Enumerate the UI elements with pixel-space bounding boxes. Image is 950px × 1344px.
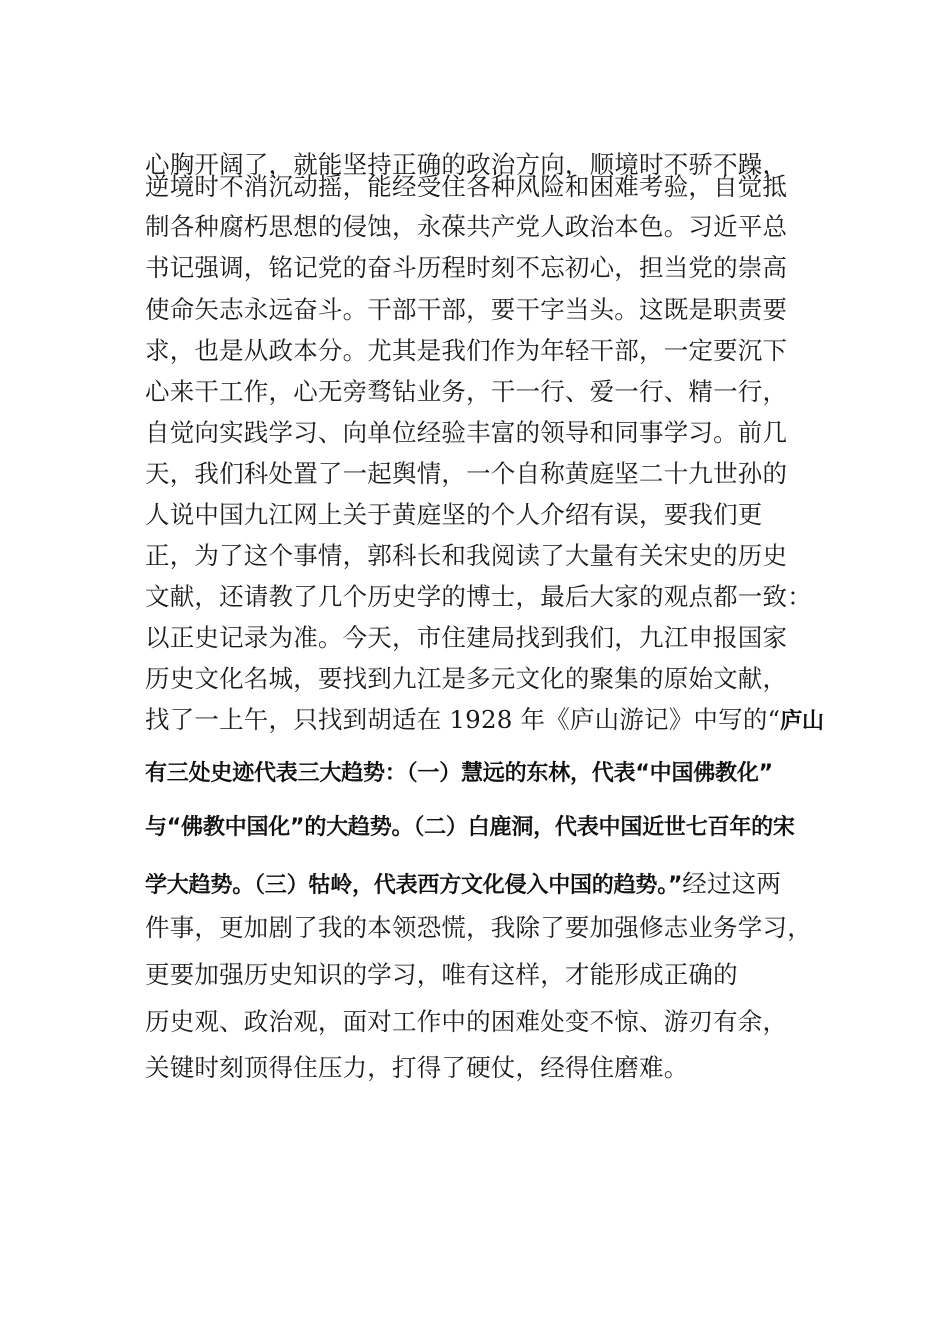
text-line [145, 869, 781, 901]
text-line [145, 705, 824, 737]
text-line: 求，也是从政本分。尤其是我们作为年轻干部，一定要沉下 [145, 336, 788, 365]
text-line: 使命矢志永远奋斗。干部干部，要干字当头。这既是职责要 [145, 295, 788, 324]
text-line: 逆境时不消沉动摇，能经受住各种风险和困难考验，自觉抵 [145, 172, 788, 201]
text-line: 历史文化名城，要找到九江是多元文化的聚集的原始文献， [145, 664, 788, 693]
text-line: 心来干工作，心无旁骛钻业务，干一行、爱一行、精一行， [145, 377, 788, 406]
text-fragment: 经过这两 [682, 869, 782, 898]
text-line: 关键时刻顶得住压力，打得了硬仗，经得住磨难。 [145, 1053, 689, 1082]
text-line: 文献，还请教了几个历史学的博士，最后大家的观点都一致： [145, 582, 812, 611]
text-line: 更要加强历史知识的学习，唯有这样，才能形成正确的 [145, 960, 738, 989]
quote-line: 有三处史迹代表三大趋势：（一）慧远的东林，代表“中国佛教化” [145, 761, 773, 786]
quote-fragment: 学大趋势。（三）牯岭，代表西方文化侵入中国的趋势。” [145, 873, 683, 898]
text-line: 历史观、政治观，面对工作中的困难处变不惊、游刃有余， [145, 1007, 788, 1036]
text-line: 制各种腐朽思想的侵蚀，永葆共产党人政治本色。习近平总 [145, 212, 788, 241]
text-line: 以正史记录为准。今天，市住建局找到我们，九江申报国家 [145, 623, 788, 652]
text-line: 正，为了这个事情，郭科长和我阅读了大量有关宋史的历史 [145, 541, 788, 570]
text-line: 人说中国九江网上关于黄庭坚的个人介绍有误，要我们更 [145, 500, 763, 529]
text-line: 自觉向实践学习、向单位经验丰富的领导和同事学习。前几 [145, 418, 788, 447]
text-line: 天，我们科处置了一起舆情，一个自称黄庭坚二十九世孙的 [145, 459, 788, 488]
text-line: 心胸开阔了，就能坚持正确的政治方向，顺境时不骄不躁， [145, 150, 788, 179]
text-fragment: 找了一上午，只找到胡适在 1928 年《庐山游记》中写的“ [145, 705, 781, 734]
quote-fragment: 庐山 [780, 709, 824, 734]
text-line: 书记强调，铭记党的奋斗历程时刻不忘初心，担当党的崇高 [145, 253, 788, 282]
quote-line: 与“佛教中国化”的大趋势。（二）白鹿洞，代表中国近世七百年的宋 [145, 815, 795, 840]
text-line: 件事，更加剧了我的本领恐慌，我除了要加强修志业务学习， [145, 913, 812, 942]
